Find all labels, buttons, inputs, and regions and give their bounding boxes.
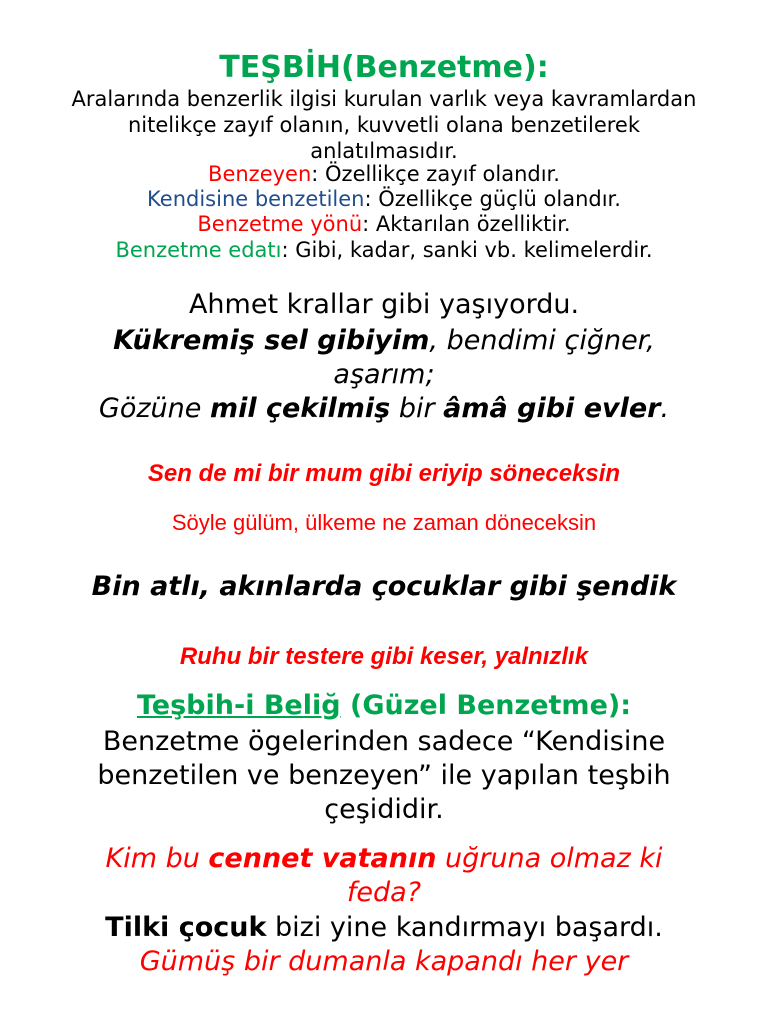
example-3-e: . — [660, 393, 670, 424]
section2-example-2-rest: bizi yine kandırmayı başardı. — [266, 912, 663, 943]
element-desc: : Özellikçe zayıf olandır. — [311, 162, 560, 186]
example-2-line-2: aşarım; — [333, 359, 435, 390]
example-3-b: mil çekilmiş — [209, 393, 391, 424]
element-term: Benzetme edatı — [115, 238, 282, 262]
element-term: Benzeyen — [208, 162, 312, 186]
section2-desc-line-1: Benzetme ögelerinden sadece “Kendisine — [102, 726, 666, 757]
element-benzeyen — [0, 162, 768, 187]
section2-desc-line-3: çeşididir. — [324, 794, 444, 825]
section2-example-1-b: cennet vatanın — [208, 843, 437, 874]
example-3-d: âmâ gibi evler — [443, 393, 661, 424]
example-3 — [0, 392, 768, 426]
example-2 — [0, 324, 768, 358]
example-bin-atli: Bin atlı, akınlarda çocuklar gibi şendik — [91, 571, 677, 602]
example-2-rest: , bendimi çiğner, — [429, 325, 655, 356]
element-benzetme-edati — [0, 238, 768, 263]
page-title: TEŞBİH(Benzetme): — [219, 50, 549, 85]
poem-line-1: Sen de mi bir mum gibi eriyip söneceksin — [147, 460, 621, 487]
definition-text — [0, 86, 768, 164]
section2-desc-line-2: benzetilen ve benzeyen” ile yapılan teşbih — [97, 760, 671, 791]
section2-example-3: Gümüş bir dumanla kapandı her yer — [139, 946, 629, 977]
example-3-c: bir — [390, 393, 444, 424]
section2-example-1-c: uğruna olmaz ki — [436, 843, 663, 874]
section2-example-1-a: Kim bu — [105, 843, 209, 874]
element-term: Benzetme yönü — [197, 212, 363, 236]
example-1: Ahmet krallar gibi yaşıyordu. — [188, 289, 580, 320]
example-3-a: Gözüne — [98, 393, 210, 424]
section2-example-2 — [0, 911, 768, 944]
example-ruhu: Ruhu bir testere gibi keser, yalnızlık — [179, 643, 589, 670]
element-desc: : Gibi, kadar, sanki vb. kelimelerdir. — [281, 238, 653, 262]
element-kendisine-benzetilen — [0, 187, 768, 212]
definition-line-3: anlatılmasıdır. — [310, 139, 458, 163]
section2-example-1 — [0, 842, 768, 875]
definition-line-2: nitelikçe zayıf olanın, kuvvetli olana benzetilerek — [127, 113, 640, 137]
element-term: Kendisine benzetilen — [147, 187, 365, 211]
element-desc: : Aktarılan özelliktir. — [362, 212, 571, 236]
section2-title-rest: (Güzel Benzetme): — [340, 690, 632, 721]
section2-title — [0, 689, 768, 722]
example-2-bold: Kükremiş sel gibiyim — [113, 325, 430, 356]
section2-example-2-bold: Tilki çocuk — [105, 912, 267, 943]
section2-title-underlined: Teşbih-i Beliğ — [136, 690, 341, 721]
definition-line-1: Aralarında benzerlik ilgisi kurulan varlık veya kavramlardan — [71, 87, 697, 111]
element-benzetme-yonu — [0, 212, 768, 237]
section2-example-1-line-2: feda? — [346, 877, 422, 908]
element-desc: : Özellikçe güçlü olandır. — [364, 187, 621, 211]
poem-line-2: Söyle gülüm, ülkeme ne zaman döneceksin — [171, 510, 597, 535]
